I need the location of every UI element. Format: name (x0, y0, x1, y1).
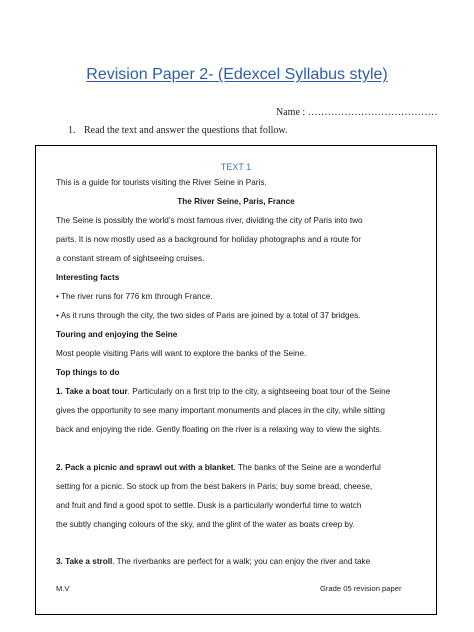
question-instruction (68, 125, 287, 136)
item-1-lead: 1. Take a boat tour (56, 387, 128, 396)
instruction-text: Read the text and answer the questions that follow. (84, 125, 288, 136)
item-2-rest: . The banks of the Seine are a wonderful (233, 463, 381, 472)
item-3-first-line (56, 557, 370, 566)
paragraph-line: parts. It is now mostly used as a background for holiday photographs and a route for (56, 235, 361, 244)
touring-heading: Touring and enjoying the Seine (56, 330, 178, 339)
paragraph-line: The Seine is possibly the world’s most famous river, dividing the city of Paris into two (56, 216, 363, 225)
item-2-first-line (56, 463, 381, 472)
item-2-line: setting for a picnic. So stock up from the best bakers in Paris; buy some bread, cheese, (56, 482, 373, 491)
name-field: Name : ………………………………… (276, 107, 438, 118)
fact-item: • As it runs through the city, the two sides of Paris are joined by a total of 37 bridges. (56, 311, 361, 320)
passage-box (35, 145, 437, 615)
footer-grade: Grade 05 revision paper (320, 584, 402, 593)
question-number: 1. (68, 125, 76, 136)
item-3-rest: . The riverbanks are perfect for a walk; you can enjoy the river and take (112, 557, 371, 566)
touring-text: Most people visiting Paris will want to explore the banks of the Seine. (56, 349, 307, 358)
item-1-line: back and enjoying the ride. Gently floating on the river is a relaxing way to view the sights. (56, 425, 382, 434)
passage-heading: The River Seine, Paris, France (177, 197, 295, 206)
item-1-first-line (56, 387, 390, 396)
item-3-lead: 3. Take a stroll (56, 557, 113, 566)
item-1-line: gives the opportunity to see many important monuments and places in the city, while sitting (56, 406, 385, 415)
item-2-line: and fruit and find a good spot to settle. Dusk is a particularly wonderful time to watch (56, 501, 362, 510)
item-2-lead: 2. Pack a picnic and sprawl out with a blanket (56, 463, 234, 472)
facts-heading: Interesting facts (56, 273, 120, 282)
footer-initials: M.V (56, 584, 70, 593)
intro-line: This is a guide for tourists visiting the River Seine in Paris. (56, 178, 267, 187)
paragraph-line: a constant stream of sightseeing cruises. (56, 254, 205, 263)
paper-title: Revision Paper 2- (Edexcel Syllabus style) (86, 66, 388, 83)
top-things-heading: Top things to do (56, 368, 120, 377)
item-1-rest: . Particularly on a first trip to the city, a sightseeing boat tour of the Seine (127, 387, 391, 396)
fact-item: • The river runs for 776 km through France. (56, 292, 213, 301)
text-label: TEXT 1 (220, 162, 252, 172)
item-2-line: the subtly changing colours of the sky, and the glint of the water as boats creep by. (56, 520, 355, 529)
